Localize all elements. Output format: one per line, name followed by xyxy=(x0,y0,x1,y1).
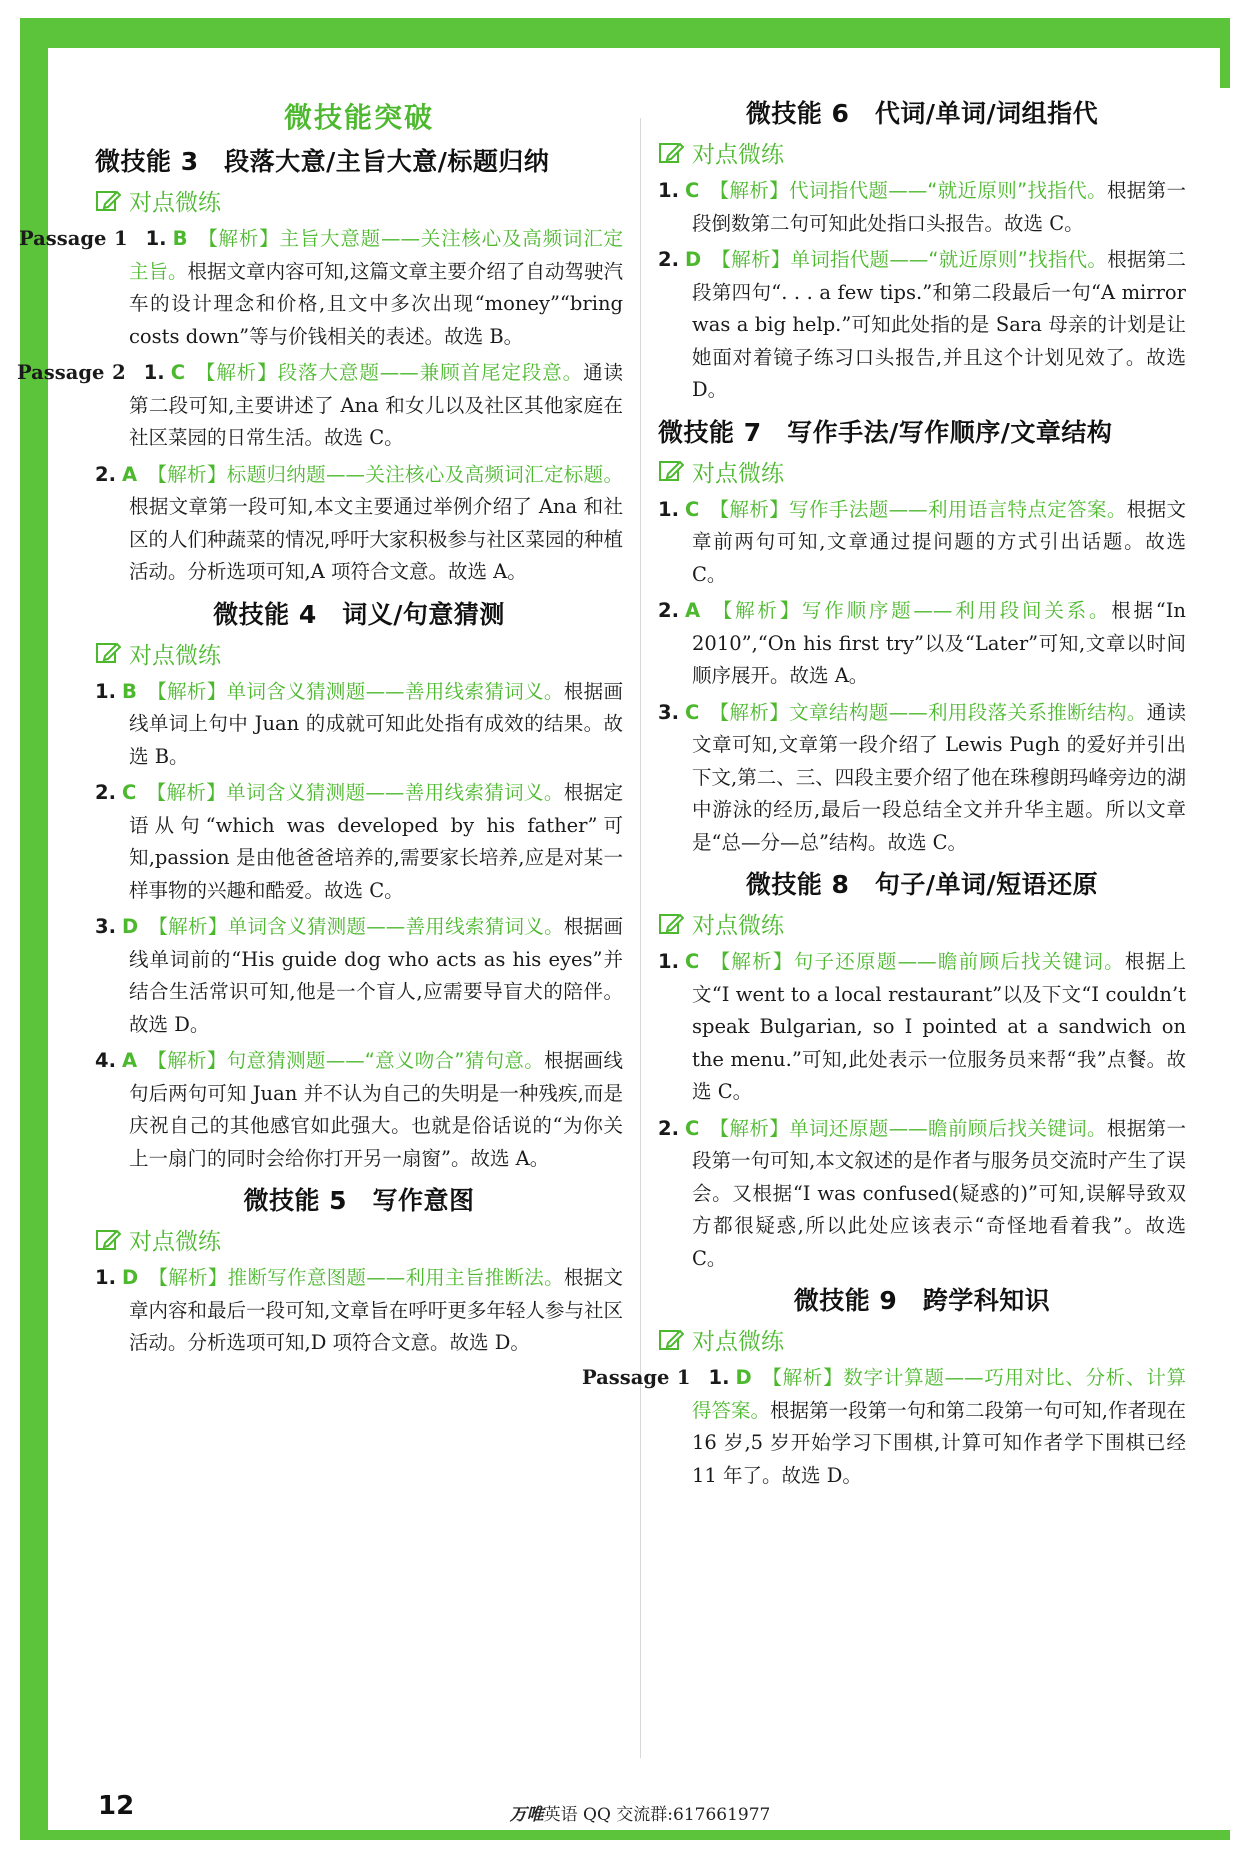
analysis-tag: 【解析】推断写作意图题——利用主旨推断法。 xyxy=(148,1266,564,1289)
brand-logo: 万唯 xyxy=(509,1805,544,1825)
answer-letter: D xyxy=(684,248,702,271)
answer-letter: D xyxy=(121,915,139,938)
analysis-text: 根据画线单词上句中 Juan 的成就可知此处指有成效的结果。故选 B。 xyxy=(129,679,623,768)
answer-item xyxy=(658,175,1186,240)
section-heading-skill-4: 微技能 4 词义/句意猜测 xyxy=(213,599,505,629)
answer-letter: C xyxy=(121,781,137,804)
section-heading-skill-3: 微技能 3 段落大意/主旨大意/标题归纳 xyxy=(95,147,550,176)
page-number: 12 xyxy=(98,1791,135,1821)
item-number: 2. xyxy=(658,1116,679,1140)
analysis-tag: 【解析】单词还原题——瞻前顾后找关键词。 xyxy=(709,1116,1107,1140)
analysis-tag: 【解析】代词指代题——“就近原则”找指代。 xyxy=(709,179,1107,202)
analysis-text: 根据文章第一段可知,本文主要通过举例介绍了 Ana 和社区的人们种蔬菜的情况,呼吁大家积极参与社区菜园的种植活动。分析选项可知,A 项符合文意。故选 A。 xyxy=(129,495,623,583)
section-heading-skill-6: 微技能 6 代词/单词/词组指代 xyxy=(745,99,1099,128)
analysis-tag: 【解析】单词含义猜测题——善用线索猜词义。 xyxy=(148,915,564,938)
item-number: 2. xyxy=(658,248,679,271)
practice-label xyxy=(658,455,1186,488)
analysis-tag: 【解析】写作顺序题——利用段间关系。 xyxy=(710,599,1112,622)
right-column xyxy=(582,88,1186,1496)
pencil-icon xyxy=(95,188,121,214)
practice-label xyxy=(658,136,1186,169)
answer-item xyxy=(95,676,623,774)
analysis-text: 根据“In 2010”,“On his first try”以及“Later”可知,文章以时间顺序展开。故选 A。 xyxy=(692,599,1186,687)
passage-label: Passage 1 xyxy=(582,1366,691,1389)
item-number: 3. xyxy=(658,700,679,724)
practice-label xyxy=(658,1323,1186,1356)
practice-text: 对点微练 xyxy=(692,142,784,168)
answer-letter: B xyxy=(172,227,188,250)
answer-item xyxy=(17,357,623,455)
analysis-text: 通读第二段可知,主要讲述了 Ana 和女儿以及社区其他家庭在社区菜园的日常生活。故选 C。 xyxy=(129,361,623,449)
answer-item xyxy=(658,244,1186,407)
item-number: 1. xyxy=(658,497,679,521)
frame-bottom-bar xyxy=(20,1830,1230,1840)
pencil-icon xyxy=(658,911,684,937)
section-heading-skill-9: 微技能 9 跨学科知识 xyxy=(793,1286,1051,1315)
answer-item xyxy=(95,1045,623,1175)
analysis-tag: 【解析】句意猜测题——“意义吻合”猜句意。 xyxy=(147,1049,545,1072)
answer-letter: A xyxy=(684,599,701,622)
analysis-text: 根据文章前两句可知,文章通过提问题的方式引出话题。故选 C。 xyxy=(692,497,1186,586)
frame-right-tab xyxy=(1220,18,1230,88)
answer-letter: C xyxy=(684,950,700,973)
answer-item xyxy=(658,494,1186,592)
analysis-tag: 【解析】句子还原题——瞻前顾后找关键词。 xyxy=(709,950,1125,973)
answer-letter: D xyxy=(121,1266,139,1289)
item-number: 1. xyxy=(708,1366,730,1389)
analysis-tag: 【解析】主旨大意题——关注核心及高频词汇定主旨。 xyxy=(129,227,623,283)
answer-item xyxy=(95,1262,623,1360)
left-column xyxy=(17,48,623,1364)
analysis-text: 通读文章可知,文章第一段介绍了 Lewis Pugh 的爱好并引出下文,第二、三、四段主要介绍了他在珠穆朗玛峰旁边的湖中游泳的经历,最后一段总结全文并升华主题。所以文章是“总—分—总”结构。故选 C。 xyxy=(692,700,1186,854)
item-number: 1. xyxy=(95,679,116,703)
answer-letter: C xyxy=(684,700,700,724)
passage-label: Passage 2 xyxy=(17,361,126,384)
item-number: 1. xyxy=(95,1266,116,1289)
item-number: 2. xyxy=(658,599,679,622)
pencil-icon xyxy=(658,458,684,484)
analysis-tag: 【解析】单词指代题——“就近原则”找指代。 xyxy=(711,248,1108,271)
answer-letter: A xyxy=(121,1049,138,1072)
analysis-text: 根据文章内容和最后一段可知,文章旨在呼吁更多年轻人参与社区活动。分析选项可知,D 项符合文意。故选 D。 xyxy=(129,1266,623,1354)
analysis-text: 根据上文“I went to a local restaurant”以及下文“I couldn’t speak Bulgarian, so I pointed at a sandwich on the menu.”可知,此处表示一位服务员来帮“我”点餐。故选 C。 xyxy=(692,950,1186,1103)
analysis-tag: 【解析】数字计算题——巧用对比、分析、计算得答案。 xyxy=(692,1366,1186,1422)
practice-text: 对点微练 xyxy=(129,642,221,669)
answer-letter: D xyxy=(735,1366,752,1389)
answer-letter: A xyxy=(121,462,138,486)
analysis-tag: 【解析】段落大意题——兼顾首尾定段意。 xyxy=(195,361,584,384)
answer-item xyxy=(95,911,623,1041)
practice-text: 对点微练 xyxy=(692,460,784,487)
section-heading-skill-5: 微技能 5 写作意图 xyxy=(243,1186,475,1215)
answer-letter: B xyxy=(121,679,137,703)
analysis-text: 根据画线单词前的“His guide dog who acts as his eyes”并结合生活常识可知,他是一个盲人,应需要导盲犬的陪伴。故选 D。 xyxy=(129,915,623,1036)
frame-left-bar xyxy=(20,18,48,1840)
practice-text: 对点微练 xyxy=(692,1329,784,1355)
answer-item xyxy=(95,459,623,589)
answer-item xyxy=(95,777,623,907)
item-number: 1. xyxy=(658,179,679,202)
answer-letter: C xyxy=(684,1116,700,1140)
pencil-icon xyxy=(658,1327,684,1353)
pencil-icon xyxy=(658,140,684,166)
page-title: 微技能突破 xyxy=(283,101,434,134)
item-number: 2. xyxy=(95,781,116,804)
analysis-text: 根据画线句后两句可知 Juan 并不认为自己的失明是一种残疾,而是庆祝自己的其他感官如此强大。也就是俗话说的“为你关上一扇门的同时会给你打开另一扇窗”。故选 A。 xyxy=(129,1049,623,1170)
item-number: 1. xyxy=(658,950,679,973)
analysis-text: 根据第二段第四句“. . . a few tips.”和第二段最后一句“A mirror was a big help.”可知此处指的是 Sara 母亲的计划是让她面对着镜子练习口头报告,并且这个计划见效了。故选 D。 xyxy=(692,248,1186,401)
analysis-tag: 【解析】单词含义猜测题——善用线索猜词义。 xyxy=(146,781,564,804)
practice-label xyxy=(95,637,623,670)
analysis-text: 根据第一段倒数第二句可知此处指口头报告。故选 C。 xyxy=(692,179,1186,235)
item-number: 3. xyxy=(95,915,116,938)
analysis-text: 根据第一段第一句可知,本文叙述的是作者与服务员交流时产生了误会。又根据“I was confused(疑惑的)”可知,误解导致双方都很疑惑,所以此处应该表示“奇怪地看着我”。故选 C。 xyxy=(692,1116,1186,1270)
practice-label xyxy=(95,1223,623,1256)
item-number: 1. xyxy=(145,227,167,250)
item-number: 1. xyxy=(143,361,165,384)
section-heading-skill-7: 微技能 7 写作手法/写作顺序/文章结构 xyxy=(658,417,1113,447)
item-number: 2. xyxy=(95,462,116,486)
analysis-tag: 【解析】写作手法题——利用语言特点定答案。 xyxy=(709,497,1127,521)
practice-label xyxy=(658,907,1186,940)
passage-label: Passage 1 xyxy=(19,227,128,250)
analysis-tag: 【解析】单词含义猜测题——善用线索猜词义。 xyxy=(146,679,564,703)
footer-text: 英语 QQ 交流群:617661977 xyxy=(543,1805,771,1825)
pencil-icon xyxy=(95,1227,121,1253)
answer-item xyxy=(582,1362,1186,1492)
answer-item xyxy=(19,223,623,353)
practice-text: 对点微练 xyxy=(129,1229,221,1255)
practice-label xyxy=(95,184,623,217)
analysis-text: 根据文章内容可知,这篇文章主要介绍了自动驾驶汽车的设计理念和价格,且文中多次出现“money”“bring costs down”等与价钱相关的表述。故选 B。 xyxy=(129,259,623,348)
footer xyxy=(60,1800,1220,1825)
section-heading-skill-8: 微技能 8 句子/单词/短语还原 xyxy=(745,870,1099,899)
answer-letter: C xyxy=(684,179,700,202)
column-divider xyxy=(640,118,641,1758)
analysis-text: 根据第一段第一句和第二段第一句可知,作者现在 16 岁,5 岁开始学习下围棋,计算可知作者学下围棋已经 11 年了。故选 D。 xyxy=(692,1398,1186,1487)
answer-letter: C xyxy=(170,361,185,384)
answer-item xyxy=(658,595,1186,693)
answer-item xyxy=(658,946,1186,1109)
practice-text: 对点微练 xyxy=(129,190,221,216)
analysis-tag: 【解析】标题归纳题——关注核心及高频词汇定标题。 xyxy=(147,462,623,486)
practice-text: 对点微练 xyxy=(692,913,784,939)
answer-item xyxy=(658,697,1186,860)
analysis-tag: 【解析】文章结构题——利用段落关系推断结构。 xyxy=(709,700,1147,724)
pencil-icon xyxy=(95,640,121,666)
item-number: 4. xyxy=(95,1049,116,1072)
answer-item xyxy=(658,1113,1186,1276)
answer-letter: C xyxy=(684,497,700,521)
frame-top-bar xyxy=(20,18,1230,48)
analysis-text: 根据定语从句“which was developed by his father”可知,passion 是由他爸爸培养的,需要家长培养,应是对某一样事物的兴趣和酷爱。故选 C。 xyxy=(129,781,623,902)
answer-page xyxy=(17,48,1220,1830)
